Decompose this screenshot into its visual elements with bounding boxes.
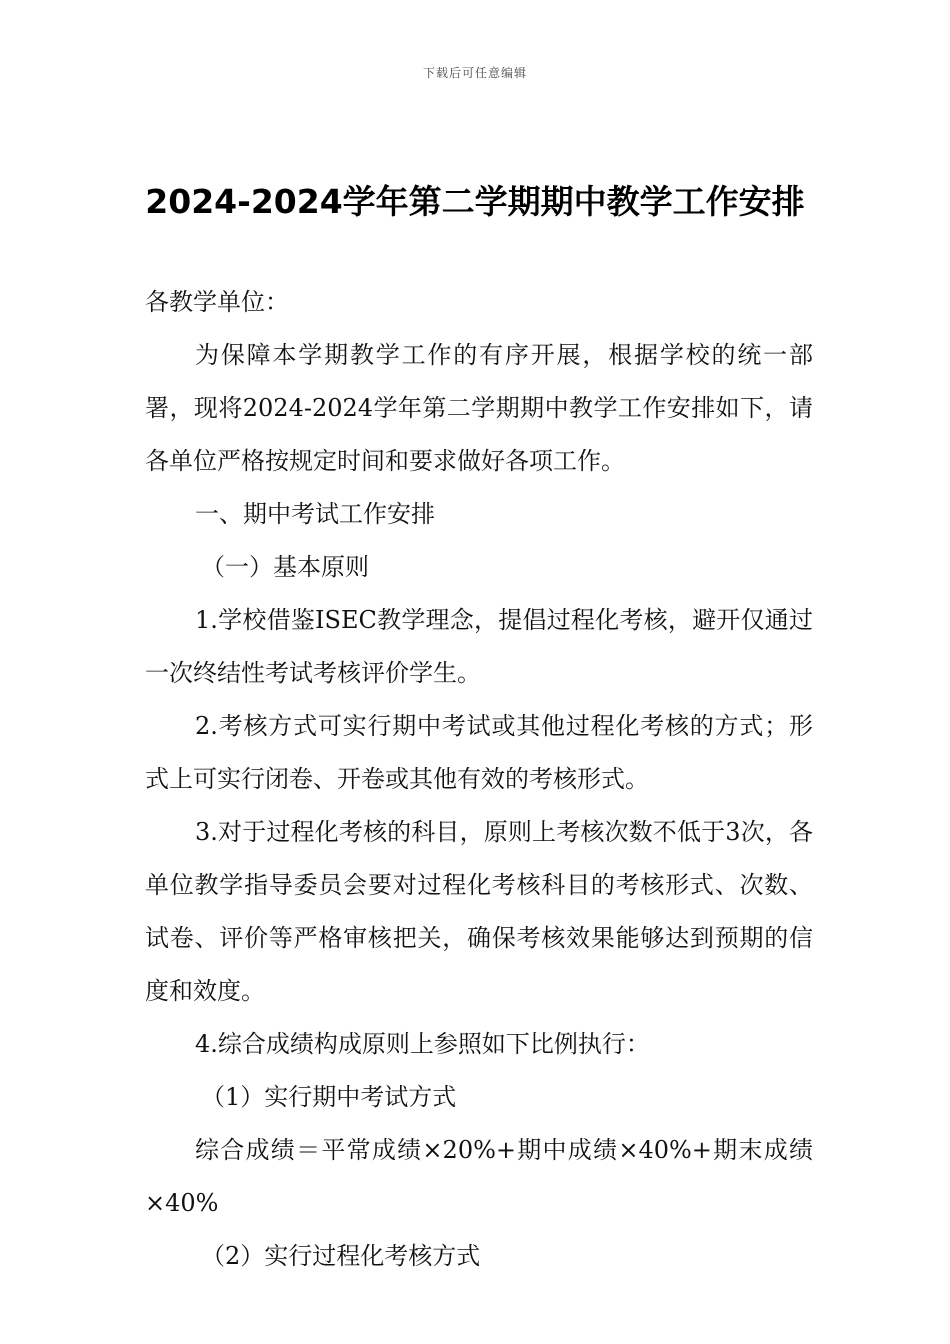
salutation: 各教学单位： — [145, 288, 289, 316]
principle-item-1: 1.学校借鉴ISEC教学理念，提倡过程化考核，避开仅通过一次终结性考试考核评价学生。 — [145, 606, 813, 687]
document-title: 2024-2024学年第二学期期中教学工作安排 — [145, 182, 805, 221]
principle-item-3: 3.对于过程化考核的科目，原则上考核次数不低于3次，各单位教学指导委员会要对过程化考核科目的考核形式、次数、试卷、评价等严格审核把关，确保考核效果能够达到预期的信度和效度。 — [145, 818, 813, 1005]
page-header-note: 下载后可任意编辑 — [422, 66, 527, 80]
intro-paragraph: 为保障本学期教学工作的有序开展，根据学校的统一部署，现将2024-2024学年第二学期期中教学工作安排如下，请各单位严格按规定时间和要求做好各项工作。 — [145, 341, 813, 475]
principle-item-4: 4.综合成绩构成原则上参照如下比例执行： — [195, 1030, 650, 1058]
sub-item-process-assessment: （2）实行过程化考核方式 — [201, 1242, 481, 1270]
document-body — [145, 276, 813, 1283]
principle-item-2: 2.考核方式可实行期中考试或其他过程化考核的方式；形式上可实行闭卷、开卷或其他有效的考核形式。 — [145, 712, 813, 793]
section-heading-midterm: 一、期中考试工作安排 — [195, 500, 435, 528]
formula-midterm: 综合成绩＝平常成绩×20%+期中成绩×40%+期末成绩×40% — [145, 1136, 813, 1217]
subsection-heading-principles: （一）基本原则 — [201, 553, 369, 581]
sub-item-midterm-exam: （1）实行期中考试方式 — [201, 1083, 457, 1111]
